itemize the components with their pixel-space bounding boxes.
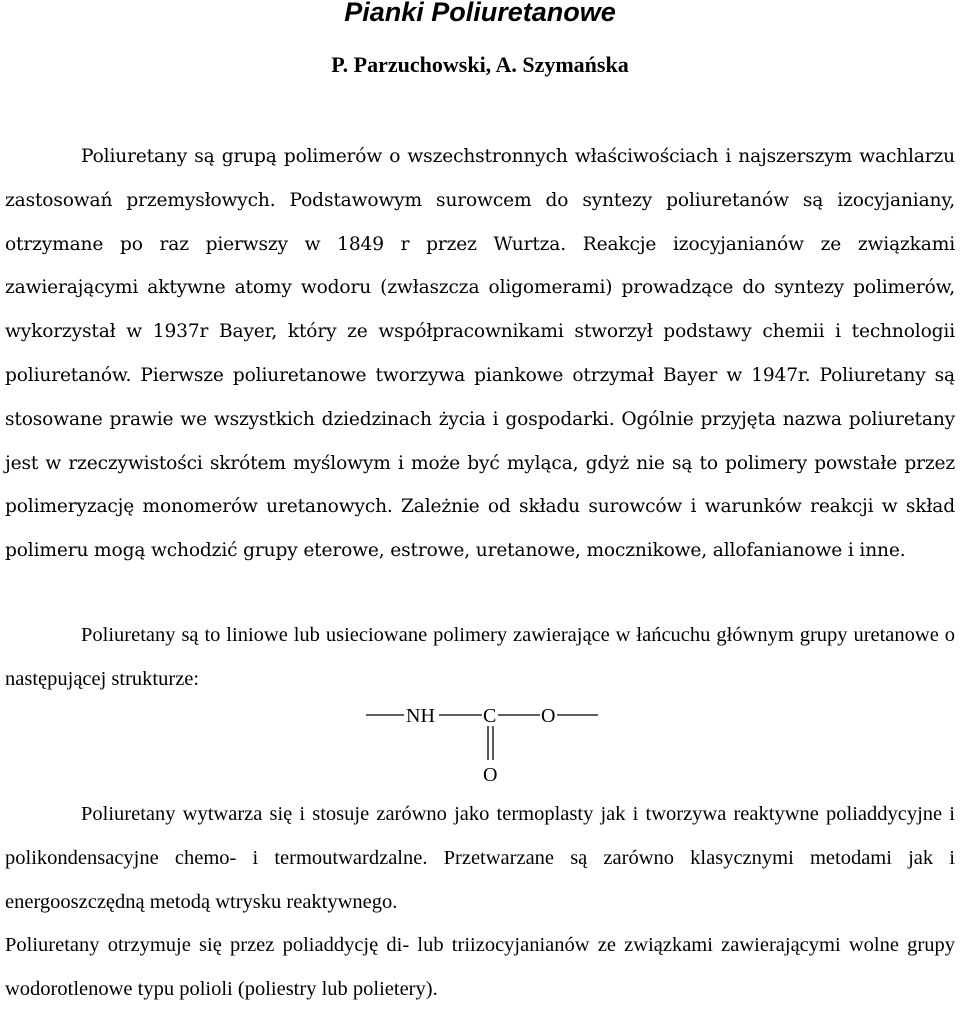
paragraph-structure: Poliuretany są to liniowe lub usieciowane polimery zawierające w łańcuchu głównym grupy uretanowe o następującej strukturze:: [5, 624, 955, 690]
formula-o-chain: O: [541, 705, 556, 727]
paragraph-synthesis: Poliuretany otrzymuje się przez poliaddycję di- lub triizocyjanianów ze związkami zawierającymi wolne grupy wodorotlenowe typu polioli (poliestry lub polietery).: [5, 934, 955, 1000]
paragraph-processing: Poliuretany wytwarza się i stosuje zarówno jako termoplasty jak i tworzywa reaktywne poliaddycyjne i polikondensacyjne chemo- i termoutwardzalne. Przetwarzane są zarówno klasycznymi metodami jak i energooszczędną metodą wtrysku reaktywnego.: [5, 803, 955, 913]
formula-nh: NH: [406, 705, 435, 727]
formula-o-carbonyl: O: [483, 764, 498, 786]
document-title: Pianki Poliuretanowe: [344, 0, 616, 27]
paragraph-intro: Poliuretany są grupą polimerów o wszechstronnych właściwościach i najszerszym wachlarzu zastosowań przemysłowych. Podstawowym surowcem do syntezy poliuretanów są izocyjaniany, otrzymane po raz pierwszy w 1849 r przez Wurtza. Reakcje izocyjanianów ze związkami zawierającymi aktywne atomy wodoru (zwłaszcza oligomerami) prowadzące do syntezy polimerów, wykorzystał w 1937r Bayer, który ze współpracownikami stworzył podstawy chemii i technologii poliuretanów. Pierwsze poliuretanowe tworzywa piankowe otrzymał Bayer w 1947r. Poliuretany są stosowane prawie we wszystkich dziedzinach życia i gospodarki. Ogólnie przyjęta nazwa poliuretany jest w rzeczywistości skrótem myślowym i może być myląca, gdyż nie są to polimery powstałe przez polimeryzację monomerów uretanowych. Zależnie od składu surowców i warunków reakcji w skład polimeru mogą wchodzić grupy eterowe, estrowe, uretanowe, mocznikowe, allofanianowe i inne.: [5, 146, 955, 562]
formula-c: C: [483, 705, 497, 727]
authors: P. Parzuchowski, A. Szymańska: [331, 52, 629, 77]
urethane-group-formula: [360, 700, 610, 790]
